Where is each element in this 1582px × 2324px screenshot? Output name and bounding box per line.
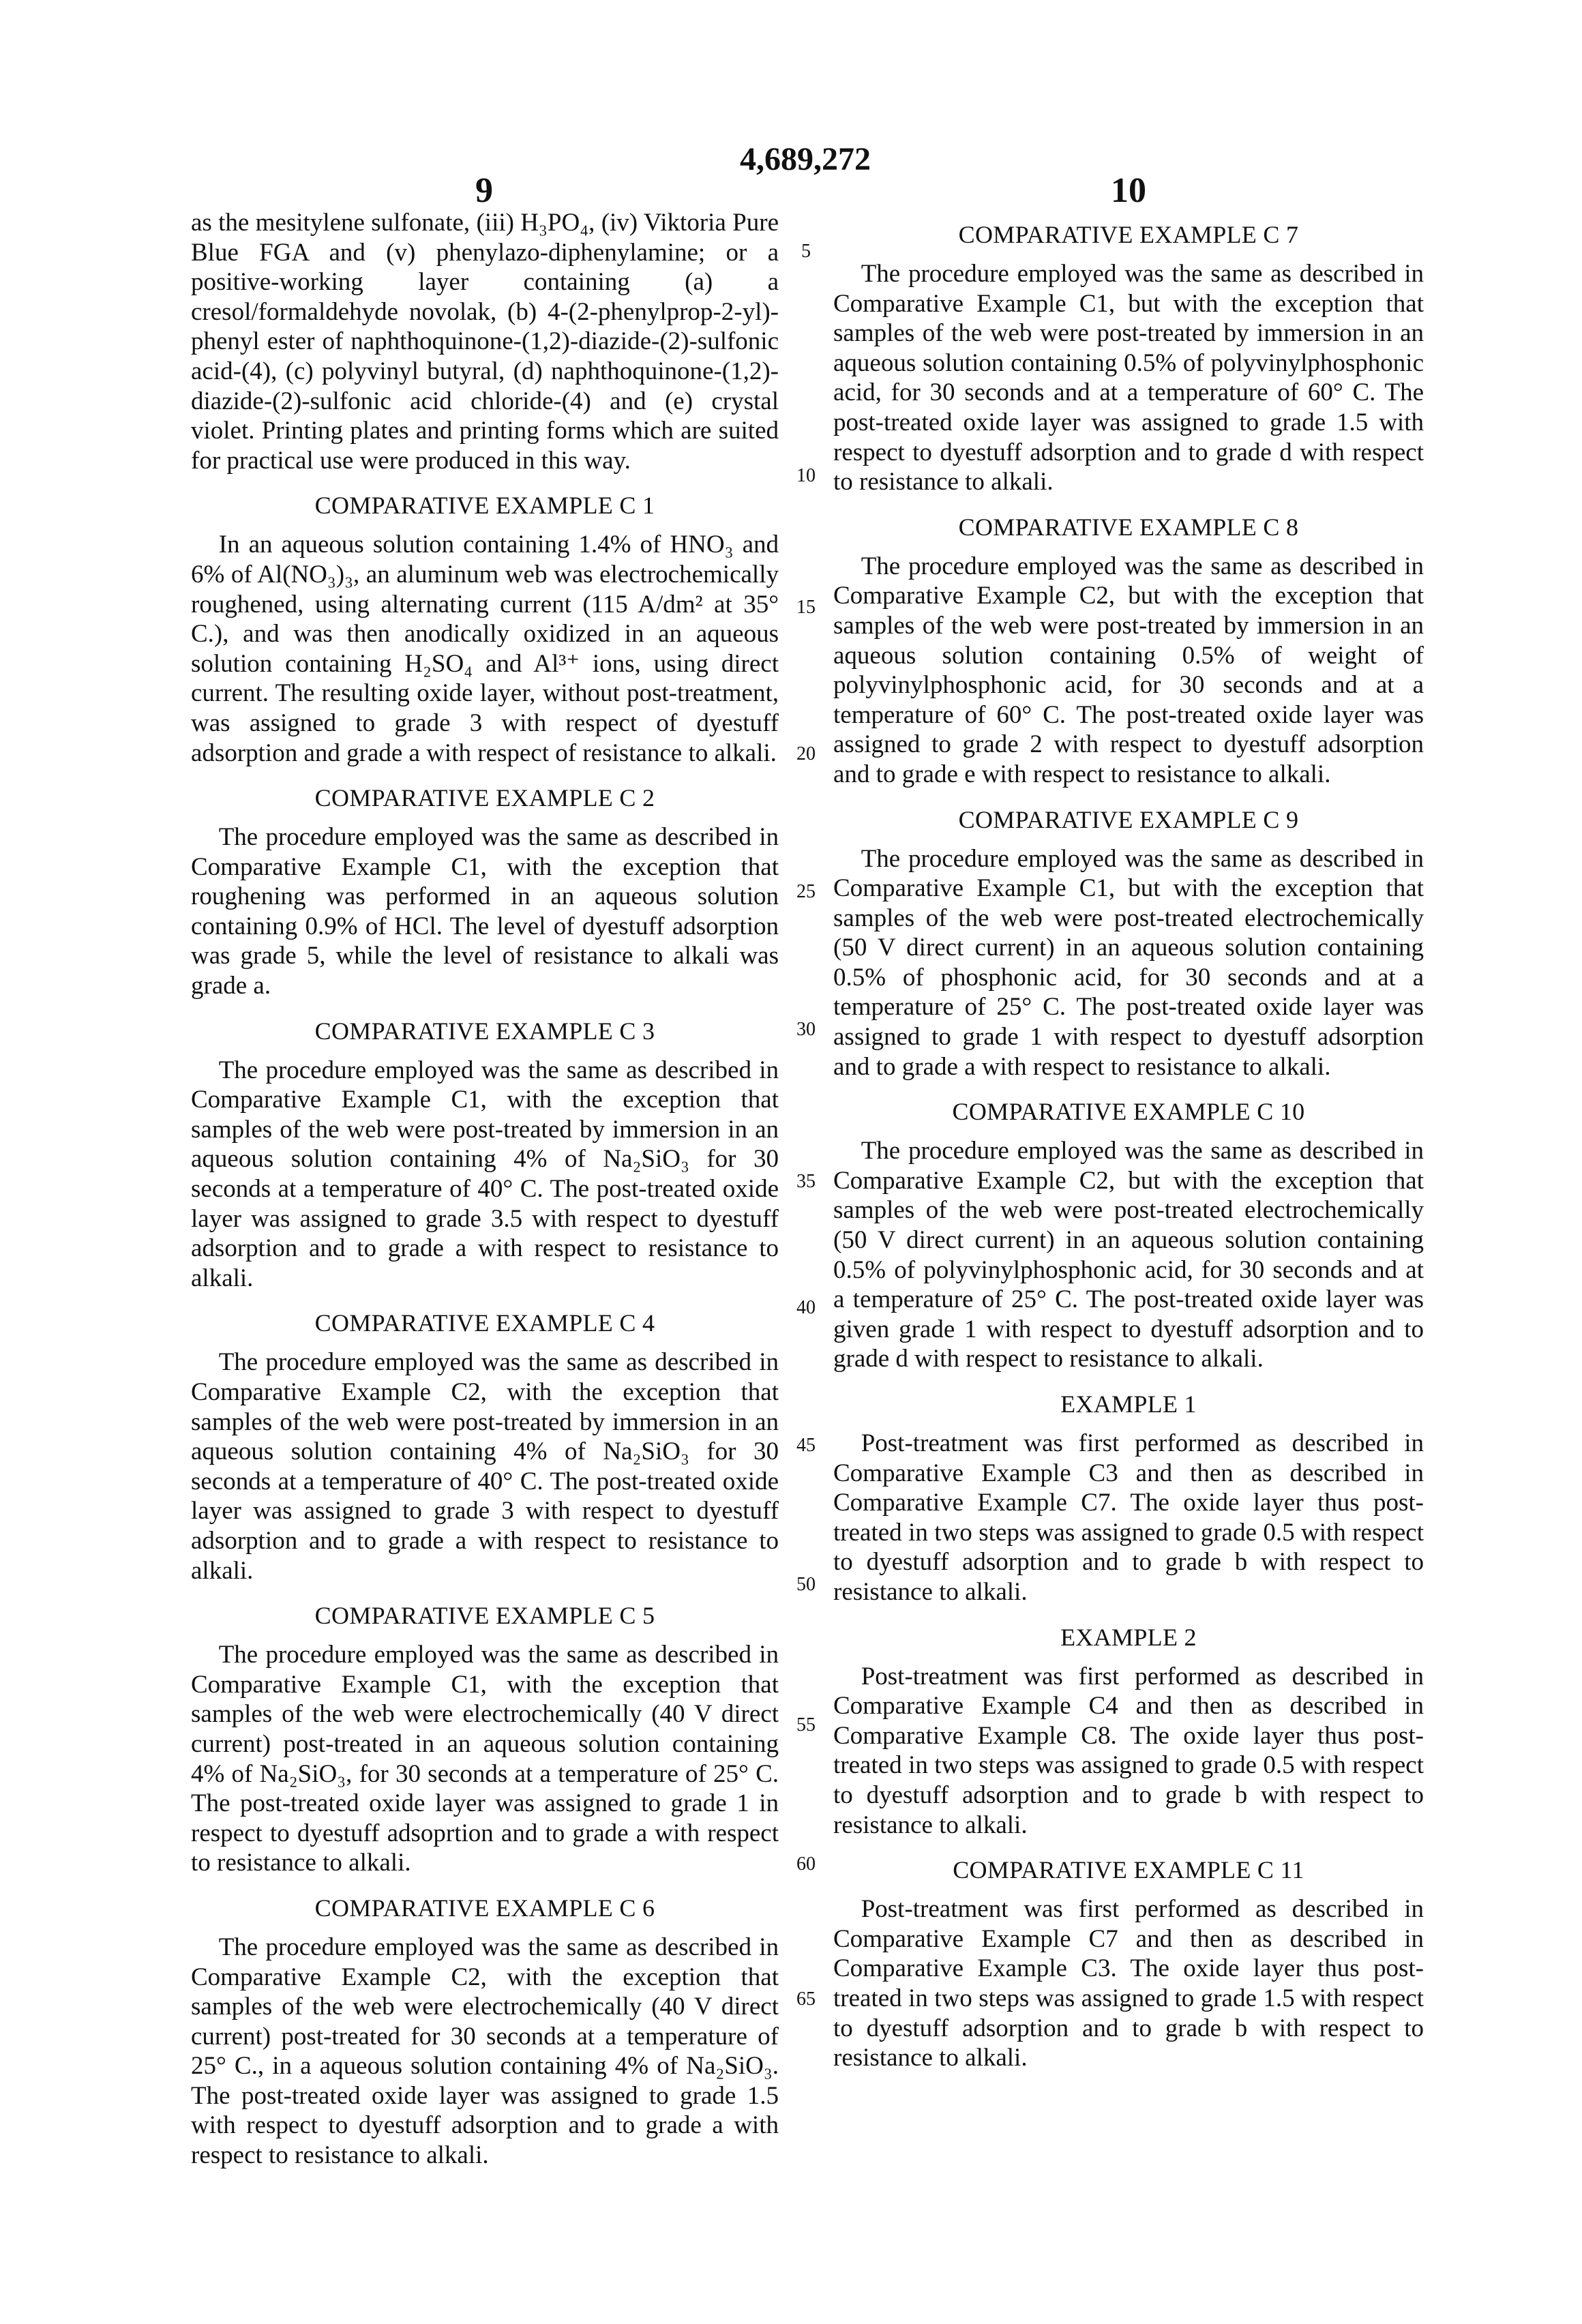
- section-paragraph: Post-treatment was first performed as described in Comparative Example C7 and then as described in Comparative Example C3. The oxide layer thus post-treated in two steps was assigned to grade 1.5 with respect to dyestuff adsorption and to grade b with respect to resistance to alkali.: [833, 1894, 1424, 2073]
- section-heading: COMPARATIVE EXAMPLE C 10: [833, 1097, 1424, 1127]
- left-column: [191, 208, 779, 2171]
- section-heading: COMPARATIVE EXAMPLE C 4: [191, 1308, 779, 1338]
- line-number: 40: [784, 1298, 828, 1318]
- section-heading: COMPARATIVE EXAMPLE C 1: [191, 490, 779, 520]
- right-column: [833, 220, 1424, 2073]
- line-number: 55: [784, 1715, 828, 1735]
- line-number: 25: [784, 882, 828, 902]
- section-paragraph: In an aqueous solution containing 1.4% of HNO₃ and 6% of Al(NO₃)₃, an aluminum web was electrochemically roughened, using alternating current (115 A/dm² at 35° C.), and was then anodically oxidized in an aqueous solution containing H₂SO₄ and Al³⁺ ions, using direct current. The resulting oxide layer, without post-treatment, was assigned to grade 3 with respect of dyestuff adsorption and grade a with respect of resistance to alkali.: [191, 530, 779, 768]
- section-paragraph: The procedure employed was the same as described in Comparative Example C2, with the exception that samples of the web were electrochemically (40 V direct current) post-treated for 30 seconds at a temperature of 25° C., in a aqueous solution containing 4% of Na₂SiO₃. The post-treated oxide layer was assigned to grade 1.5 with respect to dyestuff adsorption and to grade a with respect to resistance to alkali.: [191, 1933, 779, 2171]
- column-number-left: 9: [450, 170, 518, 211]
- section-heading: COMPARATIVE EXAMPLE C 3: [191, 1016, 779, 1046]
- line-number: 30: [784, 1019, 828, 1040]
- section-paragraph: The procedure employed was the same as described in Comparative Example C1, but with the exception that samples of the web were post-treated by immersion in an aqueous solution containing 0.5% of polyvinylphosphonic acid, for 30 seconds and at a temperature of 60° C. The post-treated oxide layer was assigned to grade 1.5 with respect to dyestuff adsorption and to grade d with respect to resistance to alkali.: [833, 259, 1424, 497]
- line-number: 5: [784, 241, 828, 262]
- line-number: 20: [784, 744, 828, 764]
- section-paragraph: Post-treatment was first performed as described in Comparative Example C3 and then as described in Comparative Example C7. The oxide layer thus post-treated in two steps was assigned to grade 0.5 with respect to dyestuff adsorption and to grade b with respect to resistance to alkali.: [833, 1429, 1424, 1607]
- line-number: 50: [784, 1575, 828, 1595]
- section-heading: COMPARATIVE EXAMPLE C 7: [833, 220, 1424, 250]
- section-heading: EXAMPLE 1: [833, 1389, 1424, 1419]
- section-heading: COMPARATIVE EXAMPLE C 9: [833, 805, 1424, 835]
- patent-number: 4,689,272: [0, 140, 1582, 178]
- section-paragraph: The procedure employed was the same as described in Comparative Example C2, but with the exception that samples of the web were post-treated electrochemically (50 V direct current) in an aqueous solution containing 0.5% of polyvinylphosphonic acid, for 30 seconds and at a temperature of 25° C. The post-treated oxide layer was given grade 1 with respect to dyestuff adsorption and to grade d with respect to resistance to alkali.: [833, 1136, 1424, 1374]
- section-paragraph: The procedure employed was the same as described in Comparative Example C2, but with the exception that samples of the web were post-treated by immersion in an aqueous solution containing 0.5% of weight of polyvinylphosphonic acid, for 30 seconds and at a temperature of 60° C. The post-treated oxide layer was assigned to grade 2 with respect to dyestuff adsorption and to grade e with respect to resistance to alkali.: [833, 552, 1424, 790]
- section-heading: COMPARATIVE EXAMPLE C 8: [833, 512, 1424, 542]
- section-paragraph: The procedure employed was the same as described in Comparative Example C1, but with the exception that samples of the web were post-treated electrochemically (50 V direct current) in an aqueous solution containing 0.5% of phosphonic acid, for 30 seconds and at a temperature of 25° C. The post-treated oxide layer was assigned to grade 1 with respect to dyestuff adsorption and to grade a with respect to resistance to alkali.: [833, 844, 1424, 1082]
- line-number: 65: [784, 1989, 828, 2010]
- section-heading: COMPARATIVE EXAMPLE C 2: [191, 783, 779, 813]
- line-number: 60: [784, 1854, 828, 1875]
- section-paragraph: The procedure employed was the same as described in Comparative Example C1, with the exception that roughening was performed in an aqueous solution containing 0.9% of HCl. The level of dyestuff adsorption was grade 5, while the level of resistance to alkali was grade a.: [191, 822, 779, 1001]
- section-paragraph: The procedure employed was the same as described in Comparative Example C1, with the exception that samples of the web were electrochemically (40 V direct current) post-treated in an aqueous solution containing 4% of Na₂SiO₃, for 30 seconds at a temperature of 25° C. The post-treated oxide layer was assigned to grade 1 in respect to dyestuff adsoprtion and to grade a with respect to resistance to alkali.: [191, 1640, 779, 1878]
- section-heading: COMPARATIVE EXAMPLE C 6: [191, 1893, 779, 1923]
- line-number: 45: [784, 1435, 828, 1456]
- line-number: 10: [784, 466, 828, 486]
- section-paragraph: The procedure employed was the same as described in Comparative Example C1, with the exception that samples of the web were post-treated by immersion in an aqueous solution containing 4% of Na₂SiO₃ for 30 seconds at a temperature of 40° C. The post-treated oxide layer was assigned to grade 3.5 with respect to dyestuff adsorption and to grade a with respect to resistance to alkali.: [191, 1056, 779, 1294]
- intro-paragraph: as the mesitylene sulfonate, (iii) H₃PO₄, (iv) Viktoria Pure Blue FGA and (v) phenylazo-diphenylamine; or a positive-working layer containing (a) a cresol/formaldehyde novolak, (b) 4-(2-phenylprop-2-yl)-phenyl ester of naphthoquinone-(1,2)-diazide-(2)-sulfonic acid-(4), (c) polyvinyl butyral, (d) naphthoquinone-(1,2)-diazide-(2)-sulfonic acid chloride-(4) and (e) crystal violet. Printing plates and printing forms which are suited for practical use were produced in this way.: [191, 208, 779, 475]
- column-number-right: 10: [1091, 170, 1166, 211]
- line-number: 15: [784, 597, 828, 618]
- section-paragraph: Post-treatment was first performed as described in Comparative Example C4 and then as described in Comparative Example C8. The oxide layer thus post-treated in two steps was assigned to grade 0.5 with respect to dyestuff adsorption and to grade b with respect to resistance to alkali.: [833, 1662, 1424, 1841]
- line-number: 35: [784, 1172, 828, 1192]
- section-heading: COMPARATIVE EXAMPLE C 11: [833, 1855, 1424, 1885]
- section-heading: EXAMPLE 2: [833, 1622, 1424, 1652]
- section-heading: COMPARATIVE EXAMPLE C 5: [191, 1600, 779, 1630]
- section-paragraph: The procedure employed was the same as described in Comparative Example C2, with the exception that samples of the web were post-treated by immersion in an aqueous solution containing 4% of Na₂SiO₃ for 30 seconds at a temperature of 40° C. The post-treated oxide layer was assigned to grade 3 with respect to dyestuff adsorption and to grade a with respect to resistance to alkali.: [191, 1347, 779, 1585]
